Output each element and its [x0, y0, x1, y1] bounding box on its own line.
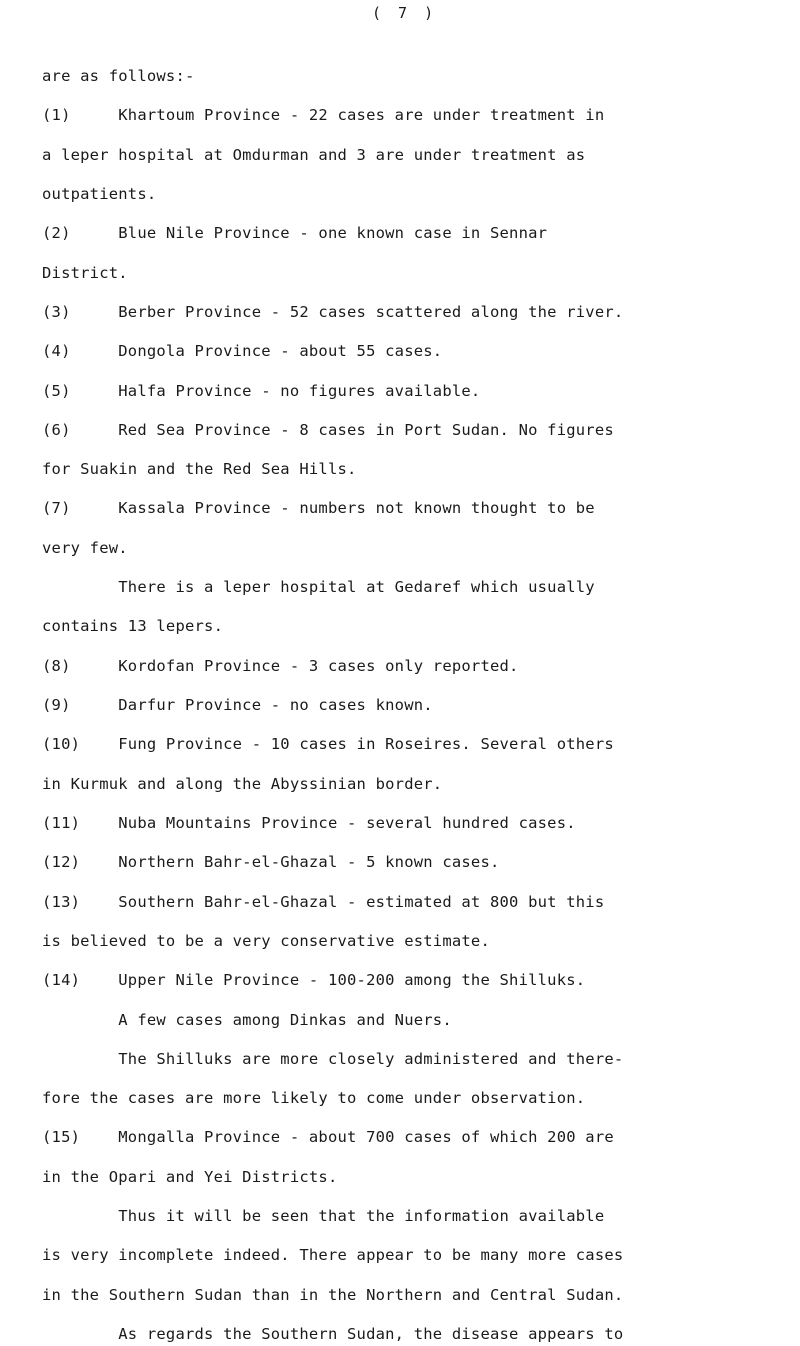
text-line: The Shilluks are more closely administered and there- [42, 1049, 624, 1068]
text-line: A few cases among Dinkas and Nuers. [42, 1010, 452, 1029]
text-line: (6) Red Sea Province - 8 cases in Port Sudan. No figures [42, 420, 614, 439]
text-line: (4) Dongola Province - about 55 cases. [42, 342, 443, 361]
text-line: a leper hospital at Omdurman and 3 are under treatment as [42, 145, 586, 164]
text-line: (14) Upper Nile Province - 100-200 among the Shilluks. [42, 971, 586, 990]
text-line: (3) Berber Province - 52 cases scattered along the river. [42, 302, 624, 321]
text-line: (11) Nuba Mountains Province - several hundred cases. [42, 813, 576, 832]
text-line: fore the cases are more likely to come under observation. [42, 1089, 586, 1108]
page-number: ( 7 ) [372, 4, 438, 22]
text-line: outpatients. [42, 184, 157, 203]
text-line: very few. [42, 538, 128, 557]
text-line: (13) Southern Bahr-el-Ghazal - estimated at 800 but this [42, 892, 605, 911]
text-line: is very incomplete indeed. There appear to be many more cases [42, 1246, 624, 1265]
text-line: in the Southern Sudan than in the Northern and Central Sudan. [42, 1285, 624, 1304]
text-line: is believed to be a very conservative estimate. [42, 931, 490, 950]
text-line: in the Opari and Yei Districts. [42, 1167, 338, 1186]
text-line: (15) Mongalla Province - about 700 cases of which 200 are [42, 1128, 614, 1147]
text-line: As regards the Southern Sudan, the disease appears to [42, 1325, 624, 1343]
text-line: (7) Kassala Province - numbers not known thought to be [42, 499, 595, 518]
text-line: contains 13 lepers. [42, 617, 224, 636]
text-line: are as follows:- [42, 67, 195, 85]
text-line: There is a leper hospital at Gedaref which usually [42, 578, 595, 597]
text-line: Thus it will be seen that the information available [42, 1207, 605, 1226]
text-line: in Kurmuk and along the Abyssinian border. [42, 774, 443, 793]
text-line: (9) Darfur Province - no cases known. [42, 696, 433, 714]
text-line: (12) Northern Bahr-el-Ghazal - 5 known cases. [42, 853, 500, 872]
text-line: District. [42, 263, 128, 282]
text-line: (1) Khartoum Province - 22 cases are under treatment in [42, 106, 605, 125]
text-line: (8) Kordofan Province - 3 cases only reported. [42, 656, 519, 675]
text-line: for Suakin and the Red Sea Hills. [42, 460, 357, 479]
text-line: (5) Halfa Province - no figures available. [42, 381, 481, 400]
text-line: (2) Blue Nile Province - one known case in Sennar [42, 224, 548, 243]
text-line: (10) Fung Province - 10 cases in Roseires. Several others [42, 735, 614, 754]
